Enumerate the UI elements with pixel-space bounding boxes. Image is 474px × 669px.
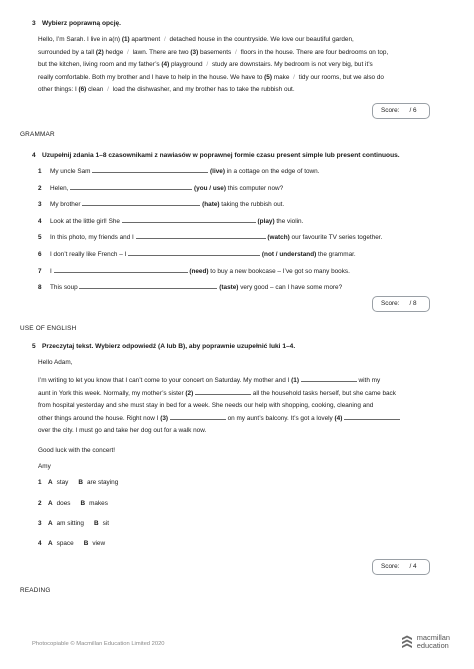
item-text-after: this computer now? <box>225 185 284 192</box>
answer-blank[interactable] <box>92 167 208 173</box>
option-a-choice[interactable]: am sitting <box>56 520 84 527</box>
option-separator: / <box>235 48 237 56</box>
option-b-choice[interactable]: view <box>92 540 106 547</box>
option-b-choice[interactable]: makes <box>89 500 108 507</box>
item-number: 2 <box>38 185 42 192</box>
item-text-before: I don’t really like French – I <box>50 251 129 258</box>
macmillan-logo <box>401 634 450 650</box>
item-number: 5 <box>38 234 42 241</box>
option-number: 1 <box>38 479 42 486</box>
exercise-5-score-box: Score: / 4 <box>372 559 430 575</box>
brand-line-2: education <box>416 641 449 650</box>
letter-line-1: I’m writing to let you know that I can’t come to your concert on Saturday. My mother and I (1) with my <box>38 377 381 384</box>
letter-body <box>38 375 438 438</box>
exercise-3-line <box>38 84 434 97</box>
exercise-4-item <box>38 283 438 293</box>
option-b-label: B <box>80 500 86 507</box>
item-text-after: the grammar. <box>316 251 356 258</box>
option-a-choice[interactable]: space <box>56 540 74 547</box>
exercise-5-heading: 5 Przeczytaj tekst. Wybierz odpowiedź (A lub B), aby poprawnie uzupełnić luki 1–4. <box>32 343 296 350</box>
option-b-label: B <box>83 540 89 547</box>
option-separator: / <box>107 86 109 94</box>
text-segment: detached house in the countryside. We love our beautiful garden, <box>167 36 354 43</box>
verb-prompt: (you / use) <box>192 185 226 192</box>
answer-blank[interactable] <box>54 267 188 273</box>
text-segment: clean <box>86 86 106 94</box>
exercise-3-line <box>38 47 434 60</box>
brand-line-1: macmillan <box>416 633 450 642</box>
gap-3-blank[interactable] <box>170 414 226 420</box>
text-segment: other things: I <box>38 86 79 94</box>
answer-blank[interactable] <box>70 184 192 190</box>
exercise-4-item <box>38 217 438 227</box>
footer-copyright: Photocopiable © Macmillan Education Limited 2020 <box>32 641 165 647</box>
exercise-4-item <box>38 200 438 210</box>
exercise-4-item <box>38 167 438 177</box>
verb-prompt: (live) <box>208 168 225 175</box>
item-text-after: the violin. <box>274 218 304 225</box>
option-number: 4 <box>38 540 42 547</box>
section-use-of-english: USE OF ENGLISH <box>20 325 77 332</box>
option-separator: / <box>163 36 166 43</box>
text-segment: load the dishwasher, and my brother has to take the rubbish out. <box>110 86 295 94</box>
letter-line-2: aunt in York this week. Normally, my mother’s sister (2) all the household tasks herself, but she came back <box>38 389 396 397</box>
item-text-before: My brother <box>50 201 83 208</box>
exercise-4-heading: 4 Uzupełnij zdania 1–8 czasownikami z nawiasów w poprawnej formie czasu present simple lub present continuous. <box>32 152 400 159</box>
text-segment: floors in the house. There are four bedrooms on top, <box>238 48 389 56</box>
exercise-3-line <box>38 72 434 85</box>
gap-number: (5) <box>264 73 272 81</box>
gap-number: (4) <box>161 61 170 69</box>
option-a-label: A <box>48 540 53 547</box>
answer-blank[interactable] <box>79 283 217 289</box>
section-grammar: GRAMMAR <box>20 131 55 138</box>
text-segment: surrounded by a tall <box>38 48 96 56</box>
verb-prompt: (hate) <box>200 201 220 208</box>
verb-prompt: (not / understand) <box>260 251 317 258</box>
letter-closing: Good luck with the concert! <box>38 447 116 454</box>
letter-line-4: other things around the house. Right now I (3) on my aunt’s balcony. It’s got a lovely (4) <box>38 413 438 426</box>
exercise-3-score-box: Score: / 6 <box>372 103 430 119</box>
item-text-before: In this photo, my friends and I <box>50 234 136 241</box>
letter-greeting: Hello Adam, <box>38 359 73 366</box>
item-number: 1 <box>38 168 42 175</box>
gap-4-blank[interactable] <box>344 414 400 420</box>
gap-2-blank[interactable] <box>195 389 251 395</box>
gap-number: (1) <box>121 36 130 43</box>
item-number: 7 <box>38 268 42 275</box>
text-segment: apartment <box>129 36 162 43</box>
verb-prompt: (play) <box>255 218 275 225</box>
item-text-before: Helen, <box>50 185 71 192</box>
item-text-before: My uncle Sam <box>50 168 93 175</box>
text-segment: Hello, I’m Sarah. I live in a(n) <box>38 36 122 43</box>
item-text-after: our favourite TV series together. <box>289 234 383 241</box>
gap-1-blank[interactable] <box>301 376 357 382</box>
option-number: 2 <box>38 500 42 507</box>
verb-prompt: (watch) <box>265 234 290 241</box>
option-a-label: A <box>48 500 53 507</box>
item-text-after: to buy a new bookcase – I’ve got so many books. <box>208 268 350 275</box>
option-number: 3 <box>38 520 42 527</box>
item-text-after: very good – can I have some more? <box>238 284 343 291</box>
option-row <box>38 520 119 529</box>
answer-blank[interactable] <box>128 250 260 256</box>
option-separator: / <box>293 73 295 81</box>
option-b-label: B <box>78 479 83 486</box>
exercise-4-item <box>38 267 438 277</box>
exercise-3-heading: 3 Wybierz poprawną opcję. <box>32 20 122 27</box>
gap-number: (6) <box>78 86 87 94</box>
letter-signature: Amy <box>38 463 51 470</box>
text-segment: lawn. There are two <box>130 48 191 56</box>
item-text-after: taking the rubbish out. <box>219 201 285 208</box>
item-number: 8 <box>38 284 42 291</box>
gap-number: (3) <box>190 48 199 56</box>
exercise-4-item <box>38 233 438 243</box>
option-b-choice[interactable]: are staying <box>86 479 119 486</box>
exercise-3-text <box>38 34 434 97</box>
gap-number: (2) <box>95 48 104 56</box>
section-reading: READING <box>20 587 51 594</box>
letter-line-3: from hospital yesterday and she must stay in bed for a week. She needs our help with shopping, cooking, cleaning and <box>38 402 374 410</box>
option-row <box>38 500 118 509</box>
exercise-3-line <box>38 59 434 72</box>
option-b-choice[interactable]: sit <box>102 520 110 527</box>
item-number: 6 <box>38 251 42 258</box>
option-separator: / <box>206 61 209 69</box>
letter-line-5: over the city. I must go and take her dog out for a walk now. <box>38 427 207 435</box>
text-segment: but the kitchen, living room and my father’s <box>38 61 162 69</box>
verb-prompt: (taste) <box>217 284 239 291</box>
item-text-before: Look at the little girl! She <box>50 218 122 225</box>
answer-blank[interactable] <box>122 217 256 223</box>
item-number: 4 <box>38 218 42 225</box>
option-b-label: B <box>93 520 99 527</box>
item-text-after: in a cottage on the edge of town. <box>224 168 320 175</box>
option-a-label: A <box>48 479 53 486</box>
answer-blank[interactable] <box>82 200 200 206</box>
exercise-4-score-box: Score: / 8 <box>372 296 430 312</box>
option-a-choice[interactable]: stay <box>56 479 69 486</box>
exercise-4-item <box>38 184 438 194</box>
text-segment: really comfortable. Both my brother and I have to help in the house. We have to <box>38 73 265 81</box>
option-a-choice[interactable]: does <box>56 500 71 507</box>
text-segment: tidy our rooms, but we also do <box>296 73 384 81</box>
option-a-label: A <box>48 520 53 527</box>
text-segment: basements <box>198 48 234 56</box>
verb-prompt: (need) <box>187 268 209 275</box>
item-text-before: I <box>50 268 54 275</box>
macmillan-mark-icon <box>401 635 413 649</box>
answer-blank[interactable] <box>136 233 266 239</box>
item-number: 3 <box>38 201 42 208</box>
option-row <box>38 479 128 488</box>
text-segment: playground <box>169 61 205 69</box>
text-segment: hedge <box>103 48 126 56</box>
exercise-4-item <box>38 250 438 260</box>
item-text-before: This soup <box>50 284 80 291</box>
exercise-3-line <box>38 34 434 47</box>
option-separator: / <box>127 48 129 56</box>
option-row <box>38 540 115 549</box>
text-segment: study are downstairs. My bedroom is not very big, but it’s <box>210 61 373 69</box>
text-segment: make <box>271 73 292 81</box>
